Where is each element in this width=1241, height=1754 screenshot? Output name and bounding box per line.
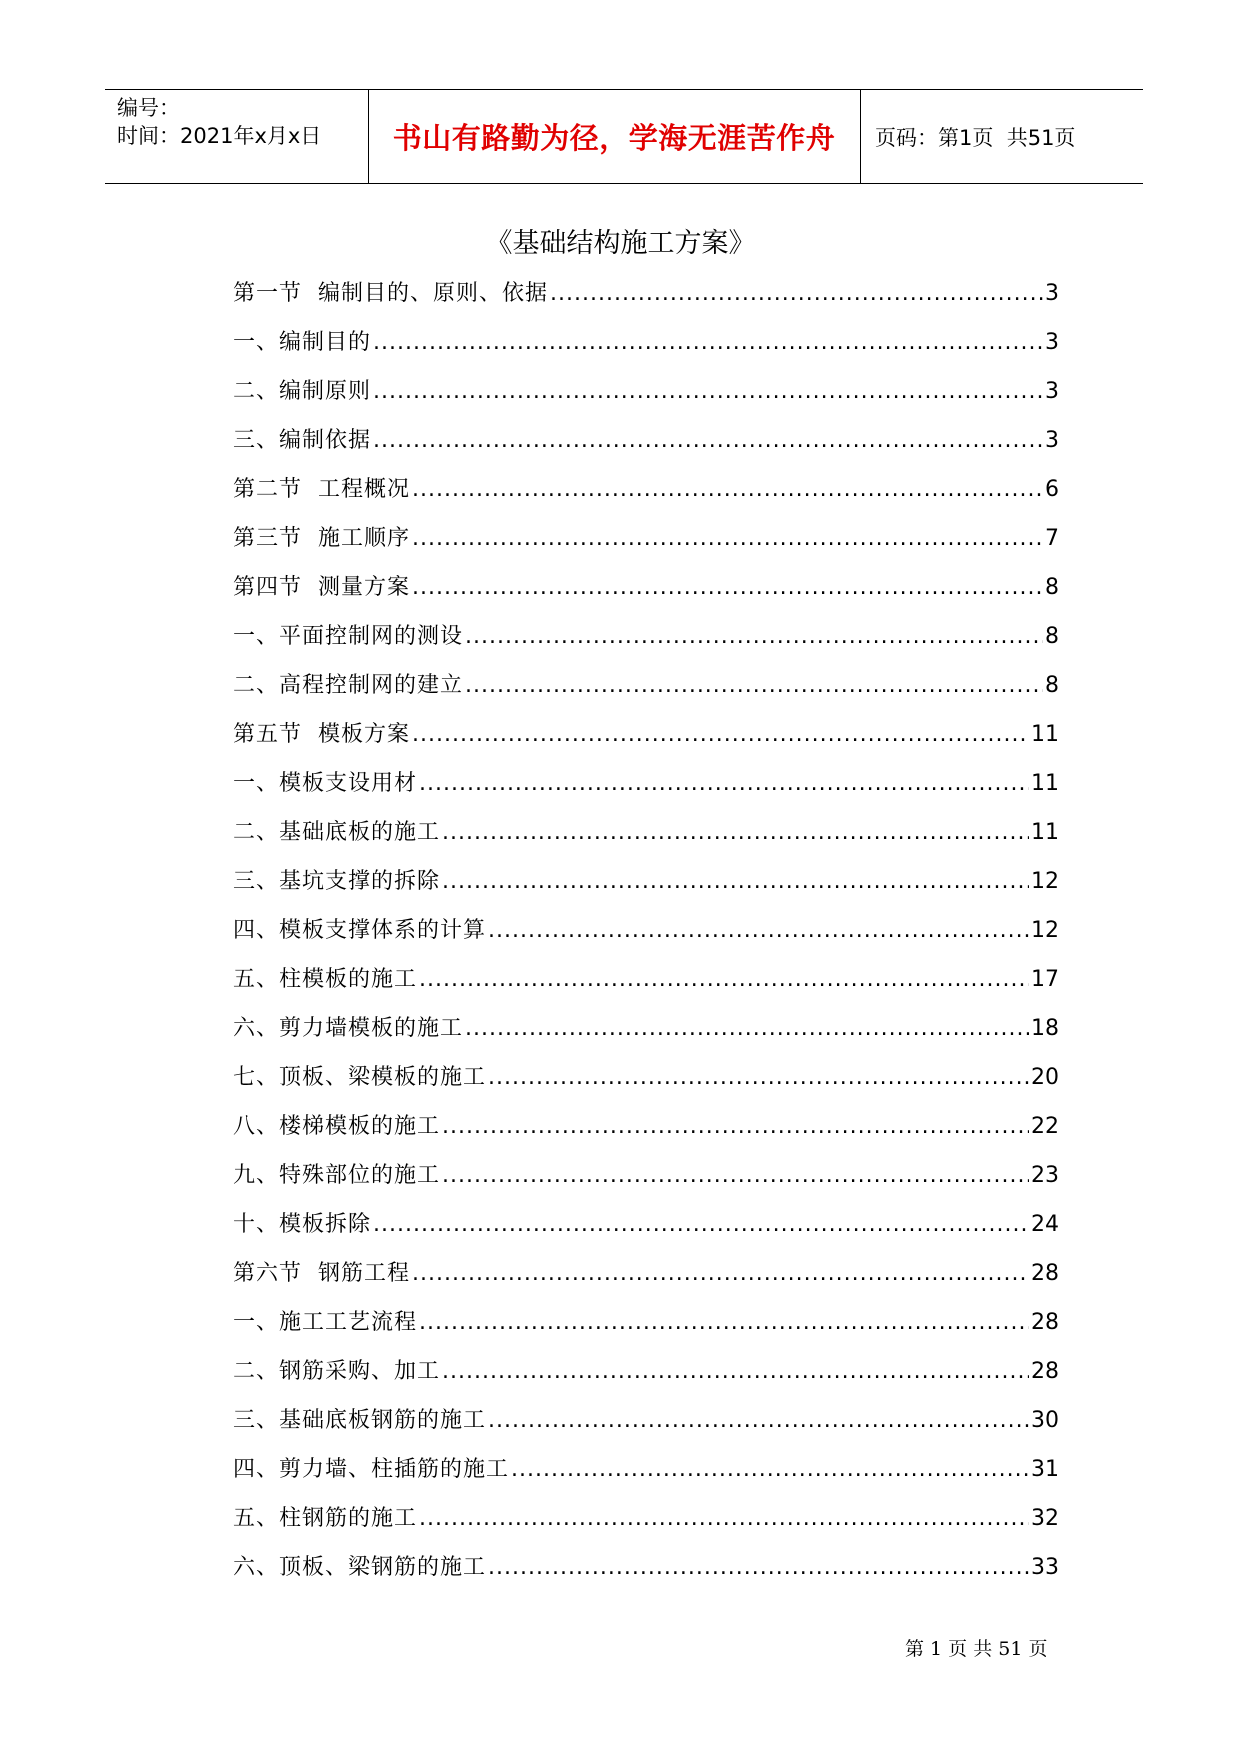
- toc-dot-leader: [488, 1548, 1029, 1588]
- toc-dot-leader: [442, 1107, 1029, 1147]
- toc-entry-page: 30: [1031, 1408, 1059, 1433]
- toc-entry-label: 五、柱模板的施工: [233, 967, 418, 992]
- toc-entry[interactable]: [233, 1156, 1059, 1205]
- toc-entry[interactable]: [233, 813, 1059, 862]
- toc-dot-leader: [412, 470, 1043, 510]
- page-header: [105, 89, 1143, 184]
- toc-entry-label: 五、柱钢筋的施工: [233, 1506, 418, 1531]
- toc-entry-page: 28: [1031, 1359, 1059, 1384]
- toc-dot-leader: [419, 960, 1029, 1000]
- toc-entry-page: 32: [1031, 1506, 1059, 1531]
- toc-dot-leader: [419, 1303, 1029, 1343]
- toc-entry-page: 3: [1045, 281, 1059, 306]
- toc-entry[interactable]: [233, 1548, 1059, 1597]
- toc-entry[interactable]: [233, 911, 1059, 960]
- toc-entry[interactable]: [233, 666, 1059, 715]
- toc-entry[interactable]: [233, 960, 1059, 1009]
- toc-dot-leader: [442, 1156, 1029, 1196]
- toc-entry-label: 一、编制目的: [233, 330, 372, 355]
- toc-dot-leader: [373, 372, 1043, 412]
- toc-entry[interactable]: [233, 862, 1059, 911]
- header-motto: 书山有路勤为径，学海无涯苦作舟: [392, 121, 836, 155]
- header-meta: [117, 94, 321, 150]
- toc-entry-page: 12: [1031, 918, 1059, 943]
- toc-entry-label: 二、钢筋采购、加工: [233, 1359, 441, 1384]
- toc-dot-leader: [488, 1058, 1029, 1098]
- toc-dot-leader: [412, 1254, 1029, 1294]
- toc-dot-leader: [442, 862, 1029, 902]
- toc-entry-label: 十、模板拆除: [233, 1212, 372, 1237]
- toc-dot-leader: [442, 813, 1029, 853]
- toc-entry-page: 12: [1031, 869, 1059, 894]
- table-of-contents: [233, 274, 1059, 1597]
- toc-entry-page: 11: [1031, 771, 1059, 796]
- toc-entry-page: 3: [1045, 379, 1059, 404]
- toc-entry-page: 28: [1031, 1261, 1059, 1286]
- toc-entry-label: 二、编制原则: [233, 379, 372, 404]
- toc-entry[interactable]: [233, 715, 1059, 764]
- toc-entry-label: 一、施工工艺流程: [233, 1310, 418, 1335]
- toc-entry[interactable]: [233, 274, 1059, 323]
- toc-entry-page: 28: [1031, 1310, 1059, 1335]
- toc-entry-label: 二、高程控制网的建立: [233, 673, 464, 698]
- toc-entry-page: 11: [1031, 820, 1059, 845]
- toc-entry-label: 六、剪力墙模板的施工: [233, 1016, 464, 1041]
- toc-entry-page: 17: [1031, 967, 1059, 992]
- toc-entry-page: 7: [1045, 526, 1059, 551]
- toc-entry-label: 四、剪力墙、柱插筋的施工: [233, 1457, 510, 1482]
- toc-entry-page: 23: [1031, 1163, 1059, 1188]
- header-page-info: 页码：第1页 共51页: [875, 125, 1076, 150]
- toc-entry[interactable]: [233, 1303, 1059, 1352]
- toc-entry[interactable]: [233, 1058, 1059, 1107]
- toc-dot-leader: [511, 1450, 1029, 1490]
- toc-dot-leader: [419, 1499, 1029, 1539]
- toc-entry-label: 第六节 钢筋工程: [233, 1261, 410, 1286]
- toc-entry-label: 第一节 编制目的、原则、依据: [233, 281, 548, 306]
- toc-dot-leader: [550, 274, 1043, 314]
- toc-entry-page: 8: [1045, 575, 1059, 600]
- toc-dot-leader: [412, 715, 1029, 755]
- number-label: 编号：: [117, 96, 180, 120]
- header-divider: [860, 90, 861, 183]
- toc-dot-leader: [373, 323, 1043, 363]
- toc-entry-page: 3: [1045, 428, 1059, 453]
- toc-entry[interactable]: [233, 1401, 1059, 1450]
- toc-entry-label: 第二节 工程概况: [233, 477, 410, 502]
- document-title: 《基础结构施工方案》: [485, 228, 756, 259]
- toc-entry[interactable]: [233, 1205, 1059, 1254]
- toc-entry-label: 八、楼梯模板的施工: [233, 1114, 441, 1139]
- toc-dot-leader: [373, 1205, 1029, 1245]
- toc-entry[interactable]: [233, 1254, 1059, 1303]
- toc-entry-label: 六、顶板、梁钢筋的施工: [233, 1555, 487, 1580]
- toc-dot-leader: [373, 421, 1043, 461]
- toc-dot-leader: [488, 1401, 1029, 1441]
- toc-entry-page: 11: [1031, 722, 1059, 747]
- toc-entry-page: 22: [1031, 1114, 1059, 1139]
- toc-entry-page: 6: [1045, 477, 1059, 502]
- toc-entry-label: 一、模板支设用材: [233, 771, 418, 796]
- toc-entry-label: 二、基础底板的施工: [233, 820, 441, 845]
- toc-entry-label: 一、平面控制网的测设: [233, 624, 464, 649]
- toc-entry-page: 18: [1031, 1016, 1059, 1041]
- toc-entry-page: 8: [1045, 624, 1059, 649]
- toc-entry-label: 九、特殊部位的施工: [233, 1163, 441, 1188]
- toc-entry-label: 三、基础底板钢筋的施工: [233, 1408, 487, 1433]
- toc-dot-leader: [419, 764, 1029, 804]
- toc-entry[interactable]: [233, 1352, 1059, 1401]
- page-footer: 第 1 页 共 51 页: [905, 1638, 1048, 1660]
- toc-entry[interactable]: [233, 470, 1059, 519]
- toc-entry-label: 第四节 测量方案: [233, 575, 410, 600]
- toc-entry-label: 第五节 模板方案: [233, 722, 410, 747]
- header-divider: [368, 90, 369, 183]
- toc-entry[interactable]: [233, 1450, 1059, 1499]
- toc-entry[interactable]: [233, 519, 1059, 568]
- toc-entry-page: 20: [1031, 1065, 1059, 1090]
- toc-dot-leader: [465, 666, 1043, 706]
- toc-dot-leader: [465, 1009, 1029, 1049]
- toc-dot-leader: [488, 911, 1029, 951]
- toc-entry-page: 33: [1031, 1555, 1059, 1580]
- toc-entry-label: 三、编制依据: [233, 428, 372, 453]
- time-label: 时间：2021年x月x日: [117, 124, 322, 148]
- toc-entry[interactable]: [233, 617, 1059, 666]
- toc-entry[interactable]: [233, 372, 1059, 421]
- toc-entry-page: 3: [1045, 330, 1059, 355]
- toc-entry[interactable]: [233, 1107, 1059, 1156]
- toc-entry[interactable]: [233, 568, 1059, 617]
- toc-dot-leader: [442, 1352, 1029, 1392]
- toc-entry-label: 四、模板支撑体系的计算: [233, 918, 487, 943]
- toc-entry-label: 七、顶板、梁模板的施工: [233, 1065, 487, 1090]
- toc-entry[interactable]: [233, 323, 1059, 372]
- toc-entry[interactable]: [233, 1499, 1059, 1548]
- toc-dot-leader: [465, 617, 1043, 657]
- toc-dot-leader: [412, 568, 1043, 608]
- toc-entry[interactable]: [233, 1009, 1059, 1058]
- toc-entry-page: 31: [1031, 1457, 1059, 1482]
- toc-entry-label: 第三节 施工顺序: [233, 526, 410, 551]
- toc-entry[interactable]: [233, 421, 1059, 470]
- toc-entry-page: 24: [1031, 1212, 1059, 1237]
- toc-entry-label: 三、基坑支撑的拆除: [233, 869, 441, 894]
- toc-entry[interactable]: [233, 764, 1059, 813]
- toc-entry-page: 8: [1045, 673, 1059, 698]
- toc-dot-leader: [412, 519, 1043, 559]
